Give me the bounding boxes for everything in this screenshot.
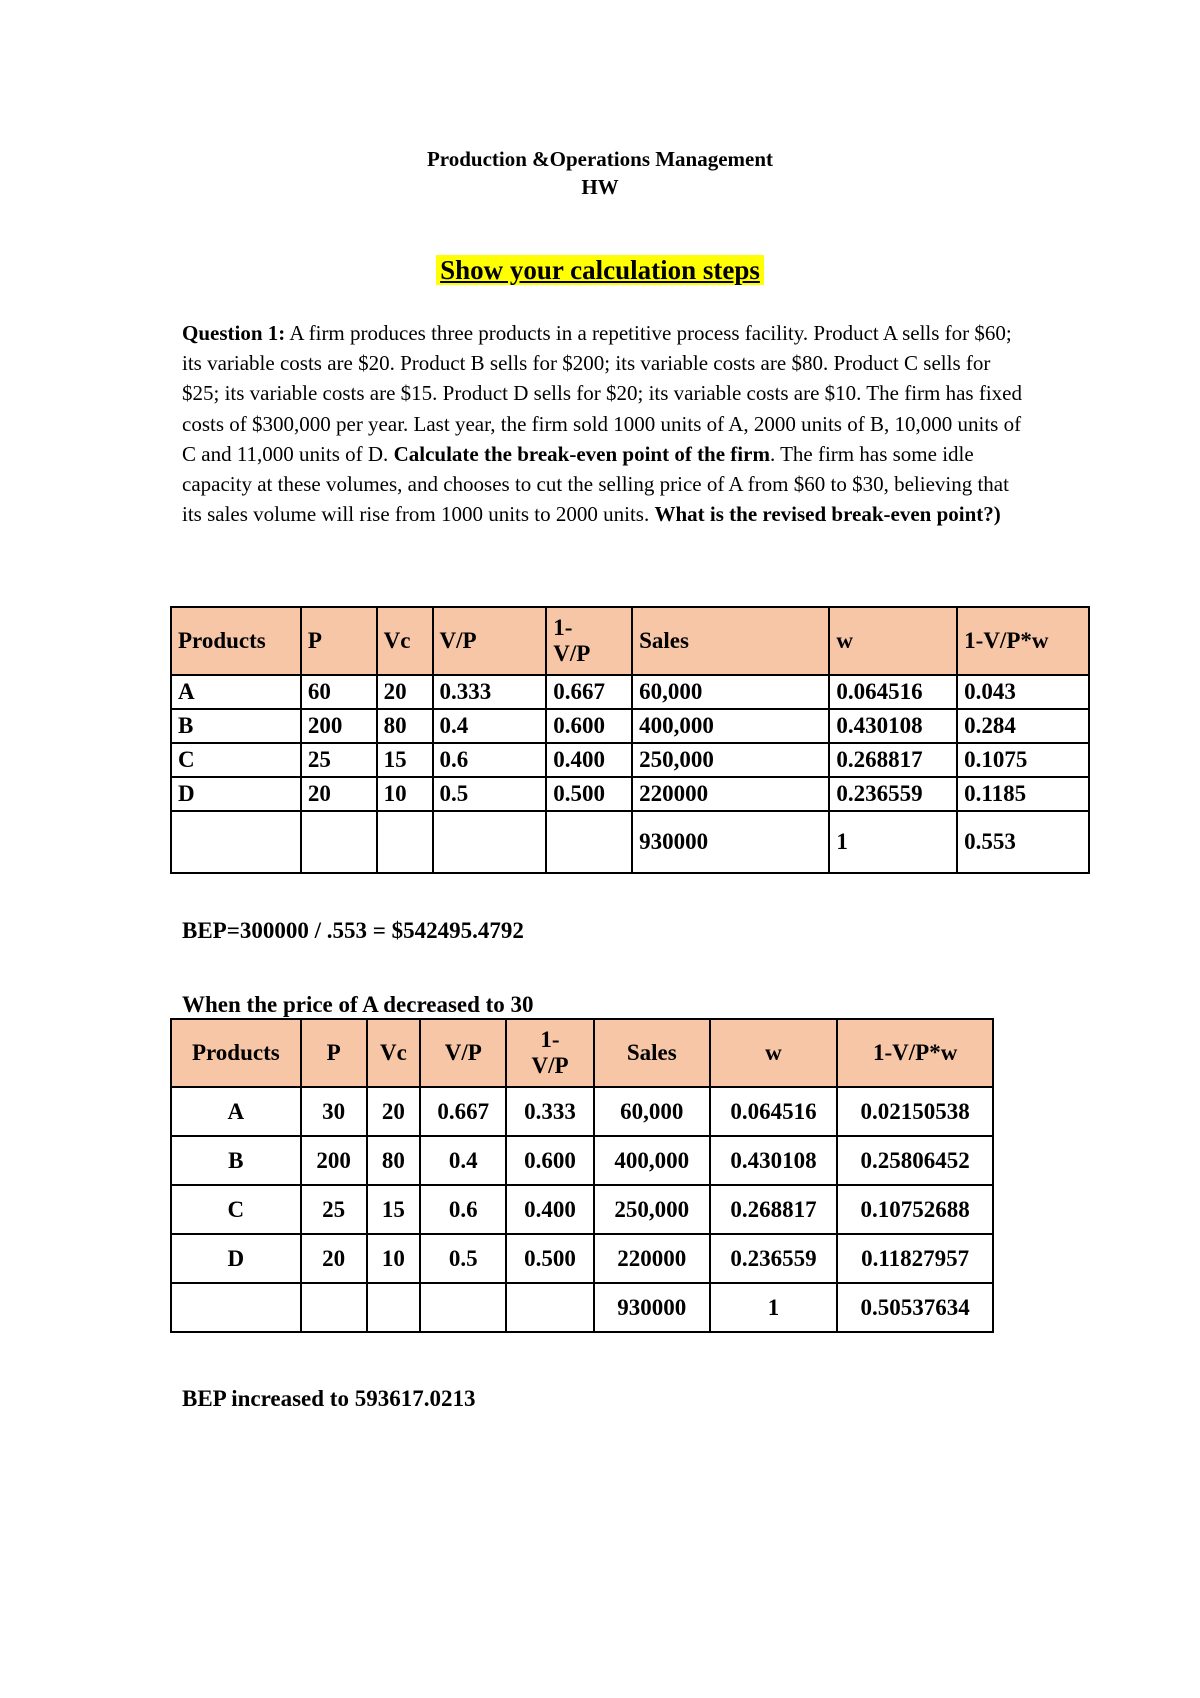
table-row bbox=[171, 777, 1089, 811]
empty-cell bbox=[171, 811, 301, 873]
table-cell: 0.236559 bbox=[829, 777, 957, 811]
total-sales: 930000 bbox=[594, 1283, 710, 1332]
table-cell: 0.667 bbox=[546, 675, 632, 709]
break-even-result: BEP=300000 / .553 = $542495.4792 bbox=[182, 918, 524, 943]
table-cell: A bbox=[171, 1087, 301, 1136]
header-weighted-contribution: 1-V/P*w bbox=[837, 1019, 993, 1087]
table-cell: C bbox=[171, 1185, 301, 1234]
empty-cell bbox=[506, 1283, 594, 1332]
table-cell: 15 bbox=[367, 1185, 421, 1234]
table-cell: 0.6 bbox=[420, 1185, 506, 1234]
table-header-row bbox=[171, 1019, 993, 1087]
table-cell: B bbox=[171, 1136, 301, 1185]
table-cell: 250,000 bbox=[594, 1185, 710, 1234]
table-cell: 0.400 bbox=[546, 743, 632, 777]
empty-cell bbox=[377, 811, 433, 873]
instruction-banner bbox=[0, 255, 1200, 286]
table-cell: 80 bbox=[377, 709, 433, 743]
empty-cell bbox=[301, 1283, 367, 1332]
table-cell: 0.236559 bbox=[710, 1234, 838, 1283]
table-cell: C bbox=[171, 743, 301, 777]
table-cell: 0.064516 bbox=[829, 675, 957, 709]
table-cell: 25 bbox=[301, 1185, 367, 1234]
table-row bbox=[171, 743, 1089, 777]
table-cell: 0.667 bbox=[420, 1087, 506, 1136]
total-sales: 930000 bbox=[632, 811, 829, 873]
table-row bbox=[171, 1087, 993, 1136]
empty-cell bbox=[367, 1283, 421, 1332]
document-title: Production &Operations Management bbox=[426, 147, 774, 171]
table-row bbox=[171, 1136, 993, 1185]
table-cell: 0.268817 bbox=[710, 1185, 838, 1234]
table-cell: 0.043 bbox=[957, 675, 1089, 709]
header-variable-cost: Vc bbox=[377, 607, 433, 675]
table-total-row bbox=[171, 1283, 993, 1332]
break-even-table bbox=[170, 606, 1090, 874]
table-cell: 0.500 bbox=[506, 1234, 594, 1283]
question-task-1: Calculate the break-even point of the firm bbox=[393, 441, 770, 466]
table-cell: 0.430108 bbox=[710, 1136, 838, 1185]
table-cell: 0.600 bbox=[506, 1136, 594, 1185]
table-cell: 20 bbox=[367, 1087, 421, 1136]
header-one-minus-vp: 1- V/P bbox=[546, 607, 632, 675]
header-price: P bbox=[301, 607, 377, 675]
empty-cell bbox=[171, 1283, 301, 1332]
table-header-row bbox=[171, 607, 1089, 675]
empty-cell bbox=[301, 811, 377, 873]
total-weight: 1 bbox=[710, 1283, 838, 1332]
table-cell: A bbox=[171, 675, 301, 709]
table-row bbox=[171, 709, 1089, 743]
table-cell: 20 bbox=[301, 1234, 367, 1283]
table-cell: 0.333 bbox=[506, 1087, 594, 1136]
table-cell: B bbox=[171, 709, 301, 743]
table-cell: 20 bbox=[377, 675, 433, 709]
empty-cell bbox=[433, 811, 547, 873]
table-cell: 0.10752688 bbox=[837, 1185, 993, 1234]
table-cell: 0.333 bbox=[433, 675, 547, 709]
header-variable-cost: Vc bbox=[367, 1019, 421, 1087]
table-cell: D bbox=[171, 1234, 301, 1283]
table-cell: 0.500 bbox=[546, 777, 632, 811]
table-cell: 0.1075 bbox=[957, 743, 1089, 777]
header-weighted-contribution: 1-V/P*w bbox=[957, 607, 1089, 675]
table-cell: 400,000 bbox=[594, 1136, 710, 1185]
table-cell: 15 bbox=[377, 743, 433, 777]
table-cell: 0.4 bbox=[420, 1136, 506, 1185]
header-v-over-p: V/P bbox=[420, 1019, 506, 1087]
question-body: A firm produces three products in a repetitive process facility. Product A sells for $60; its variable costs are $20. Product B sells for $200; its variable costs are $80. Product C sells for $25; its variable costs are $15. Product D sells for $20; its variable costs are $10. The firm has fixed costs of $300,000 per year. Last year, the firm sold 1000 units of A, 2000 units of B, 10,000 units of C and 11,000 units of D. bbox=[182, 321, 1022, 466]
header-v-over-p: V/P bbox=[433, 607, 547, 675]
header-products: Products bbox=[171, 607, 301, 675]
table-cell: 25 bbox=[301, 743, 377, 777]
table-row bbox=[171, 1234, 993, 1283]
table-cell: 20 bbox=[301, 777, 377, 811]
table-cell: 0.600 bbox=[546, 709, 632, 743]
empty-cell bbox=[420, 1283, 506, 1332]
header-sales: Sales bbox=[594, 1019, 710, 1087]
table-cell: 0.4 bbox=[433, 709, 547, 743]
table-cell: 30 bbox=[301, 1087, 367, 1136]
table-cell: 250,000 bbox=[632, 743, 829, 777]
revised-scenario-heading: When the price of A decreased to 30 bbox=[182, 992, 534, 1017]
table-cell: 0.064516 bbox=[710, 1087, 838, 1136]
empty-cell bbox=[546, 811, 632, 873]
table-cell: 60 bbox=[301, 675, 377, 709]
table-cell: 0.268817 bbox=[829, 743, 957, 777]
table-cell: 0.430108 bbox=[829, 709, 957, 743]
header-products: Products bbox=[171, 1019, 301, 1087]
table-cell: 0.5 bbox=[420, 1234, 506, 1283]
table-cell: 10 bbox=[367, 1234, 421, 1283]
revised-break-even-result: BEP increased to 593617.0213 bbox=[182, 1386, 476, 1411]
table-cell: 10 bbox=[377, 777, 433, 811]
header-weight: w bbox=[829, 607, 957, 675]
table-cell: 0.02150538 bbox=[837, 1087, 993, 1136]
header-price: P bbox=[301, 1019, 367, 1087]
table-cell: 0.25806452 bbox=[837, 1136, 993, 1185]
table-cell: 200 bbox=[301, 1136, 367, 1185]
header-weight: w bbox=[710, 1019, 838, 1087]
table-cell: 60,000 bbox=[594, 1087, 710, 1136]
highlighted-instruction: Show your calculation steps bbox=[436, 255, 764, 285]
header-sales: Sales bbox=[632, 607, 829, 675]
table-cell: 80 bbox=[367, 1136, 421, 1185]
revised-break-even-table bbox=[170, 1018, 994, 1333]
table-cell: 400,000 bbox=[632, 709, 829, 743]
table-cell: 60,000 bbox=[632, 675, 829, 709]
table-cell: 0.6 bbox=[433, 743, 547, 777]
question-task-2: What is the revised break-even point?) bbox=[654, 502, 1001, 527]
document-subtitle: HW bbox=[581, 175, 619, 199]
table-cell: D bbox=[171, 777, 301, 811]
header-one-minus-vp: 1- V/P bbox=[506, 1019, 594, 1087]
table-cell: 0.5 bbox=[433, 777, 547, 811]
question-paragraph bbox=[182, 318, 1032, 529]
table-cell: 0.1185 bbox=[957, 777, 1089, 811]
table-cell: 0.284 bbox=[957, 709, 1089, 743]
table-cell: 0.11827957 bbox=[837, 1234, 993, 1283]
question-label: Question 1: bbox=[182, 321, 286, 345]
table-cell: 220000 bbox=[632, 777, 829, 811]
table-cell: 0.400 bbox=[506, 1185, 594, 1234]
table-row bbox=[171, 675, 1089, 709]
total-weighted-contribution: 0.50537634 bbox=[837, 1283, 993, 1332]
question-body-2: . The firm has some idle capacity at these volumes, and chooses to cut the selling price of A from $60 to $30, believing that its sales volume will rise from 1000 units to 2000 units. bbox=[182, 441, 1009, 527]
total-weighted-contribution: 0.553 bbox=[957, 811, 1089, 873]
table-row bbox=[171, 1185, 993, 1234]
table-cell: 220000 bbox=[594, 1234, 710, 1283]
table-total-row bbox=[171, 811, 1089, 873]
total-weight: 1 bbox=[829, 811, 957, 873]
table-cell: 200 bbox=[301, 709, 377, 743]
